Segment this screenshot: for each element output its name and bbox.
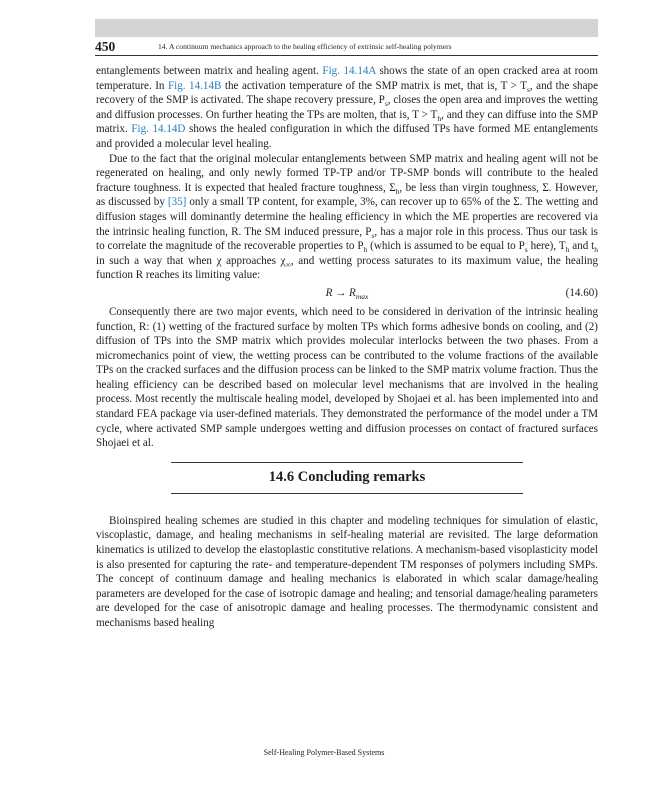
subscript: h: [437, 114, 442, 123]
text-span: in such a way that when χ approaches χ: [96, 254, 286, 267]
subscript: h: [594, 245, 598, 255]
section-heading-block: [96, 462, 598, 502]
citation-link-35[interactable]: [35]: [167, 196, 187, 209]
paragraph-4: Bioinspired healing schemes are studied in this chapter and modeling techniques for simulation of elastic, viscoplastic, damage, and healing mechanisms in self-healing material are revisited. The large deformation kinematics is utilized to develop the elastoplastic constitutive relations. A mechanism-based visoplasticity model is also presented for capturing the rate- and temperature-dependent TM responses of polymers including SMPs. The concept of continuum damage and healing mechanics is elaborated in which scalar damage/healing parameters are developed for the case of isotropic damage and healing; and tensorial damage/healing parameters are developed for the case of anisotropic damage and healing processes. The thermodynamic consistent and mechanisms based healing: [96, 514, 598, 629]
text-span: and t: [569, 240, 595, 253]
text-span: entanglements between matrix and healing agent.: [96, 65, 323, 77]
equation-14-60: [96, 284, 598, 304]
figure-link-14-14a[interactable]: Fig. 14.14A: [322, 65, 376, 77]
text-span: , and they can diffuse into the SMP matrix.: [96, 108, 598, 136]
page-number: 450: [95, 39, 116, 54]
subscript: s: [384, 99, 388, 109]
paragraph-1: [96, 64, 598, 152]
subscript: s: [371, 230, 375, 240]
header-rule: [95, 55, 598, 56]
equation-formula: [96, 286, 598, 301]
figure-link-14-14d[interactable]: Fig. 14.14D: [131, 123, 186, 136]
text-span: , closes the open area and improves the wetting and diffusion processes. On further heating the TPs are molten, that is, T > T: [96, 94, 598, 121]
text-span: shows the state of an open cracked area at room temperature. In: [96, 65, 598, 92]
subscript: ∞: [285, 259, 291, 269]
text-span: the activation temperature of the SMP matrix is met, that is, T > T: [221, 79, 527, 92]
section-rule-bottom: [171, 493, 523, 494]
footer-book-title: Self-Healing Polymer-Based Systems: [263, 748, 385, 757]
paragraph-3: Consequently there are two major events, which need to be considered in derivation of the intrinsic healing function, R: (1) wetting of the fractured surface by molten TPs which forms adhesive bonds on cooling, and (2) diffusion of TPs into the SMP matrix which provides molecular interlocks between the two phases. From a micromechanics point of view, the wetting process can be contributed to the volume fractions of the available TPs on the cracked surfaces and the diffusion process can be linked to the SMP matrix volume fraction. Thus the healing efficiency can be described based on molecular level mechanisms that are involved in the healing process. Most recently the multiscale healing model, developed by Shojaei et al. has been implemented into and standard FEA package via user-defined materials. They demonstrated the performance of the model under a TM cycle, where activated SMP sample undergoes wetting and diffusion processes on contact of fractured surfaces Shojaei et al.: [96, 305, 598, 450]
text-span: , and the shape recovery of the SMP is activated. The shape recovery pressure, P: [96, 79, 598, 107]
text-span: , has a major role in this process. Thus our task is to correlate the magnitude of the recoverable properties to P: [96, 225, 598, 253]
equation-subscript: max: [355, 292, 369, 302]
subscript: h: [395, 186, 400, 196]
header-band: [95, 19, 598, 37]
equation-lhs: R → R: [325, 286, 356, 299]
text-span: here), T: [527, 240, 566, 253]
running-head: 14. A continuum mechanics approach to the healing efficiency of extrinsic self-healing polymers: [158, 42, 452, 51]
subscript: h: [363, 245, 368, 255]
section-title: 14.6 Concluding remarks: [268, 468, 426, 485]
subscript: h: [565, 245, 570, 255]
text-span: only a small TP content, for example, 3%, can recover up to 65% of the Σ. The wetting and diffusion stages will dominantly determine the healing efficiency in which the ME properties are recovered via the intrinsic healing function, R. The SM induced pressure, P: [96, 196, 598, 238]
figure-link-14-14b[interactable]: Fig. 14.14B: [167, 79, 222, 92]
subscript: s: [526, 84, 530, 94]
text-span: (which is assumed to be equal to P: [367, 240, 525, 253]
body-text: [96, 64, 598, 631]
text-span: , be less than virgin toughness, Σ. However, as discussed by: [96, 181, 598, 209]
equation-number: (14.60): [565, 286, 598, 299]
subscript: s: [524, 245, 528, 255]
text-span: , and wetting process saturates to its maximum value, the healing function R reaches its limiting value:: [96, 254, 598, 282]
spacer: [96, 502, 598, 514]
paragraph-2: [96, 152, 598, 283]
text-span: shows the healed configuration in which the diffused TPs have formed ME entanglements and provided a molecular level healing.: [96, 123, 599, 150]
section-rule-top: [171, 462, 523, 463]
text-span: Due to the fact that the original molecular entanglements between SMP matrix and healing agent will not be regenerated on healing, and only newly formed TP-TP and/or TP-SMP bonds will contribute to the healed fracture toughness. It is expected that healed fracture toughness, Σ: [96, 152, 598, 194]
